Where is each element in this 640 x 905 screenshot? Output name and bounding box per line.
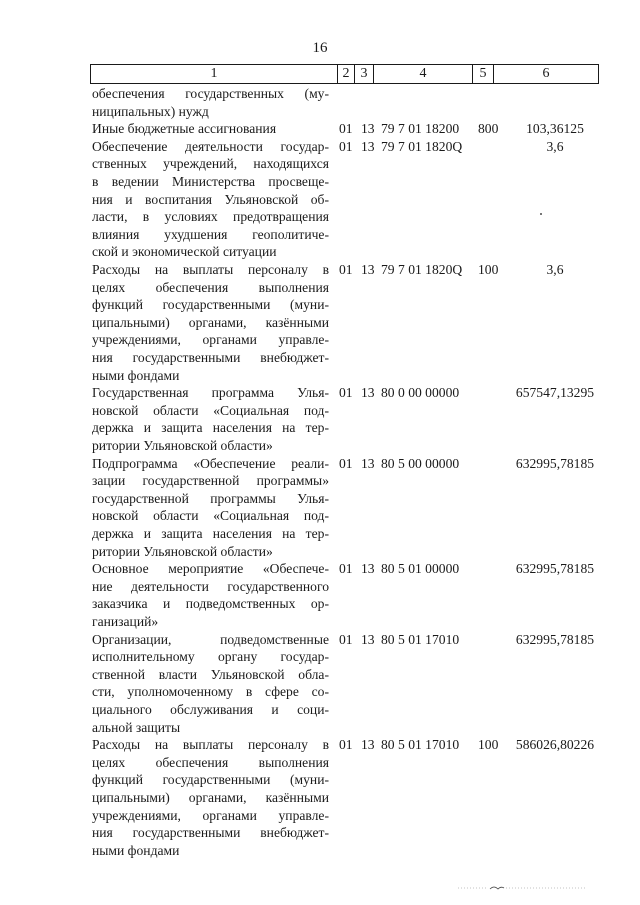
cell-c6: 3,6: [546, 138, 564, 154]
description-line: учреждениями, органами управле-: [92, 332, 329, 348]
cell-c4: 80 5 00 00000: [381, 455, 460, 471]
row-description: [92, 560, 329, 630]
description-line: Организации, подведомственные: [92, 631, 329, 647]
description-line: ственных учреждений, находящихся: [92, 156, 329, 172]
cell-c4: 80 5 01 17010: [381, 631, 460, 647]
cell-c2: 01: [339, 385, 353, 401]
cell-c2: 01: [339, 561, 353, 577]
description-line: Расходы на выплаты персоналу в: [92, 737, 329, 753]
scan-mark: [540, 213, 542, 215]
description-line: функций государственными (муни-: [92, 297, 329, 313]
description-line: обеспечения государственных (му-: [92, 86, 329, 101]
cell-c3: 13: [361, 121, 375, 137]
description-line: в ведении Министерства просвеще-: [92, 173, 329, 189]
description-line: Иные бюджетные ассигнования: [92, 121, 277, 137]
cell-c5: 800: [478, 121, 499, 137]
description-line: ние деятельности государственного: [92, 578, 329, 594]
description-line: Государственная программа Улья-: [92, 385, 329, 401]
row-description: [92, 85, 329, 120]
description-line: ритории Ульяновской области»: [92, 437, 273, 453]
cell-c2: 01: [339, 737, 353, 753]
cell-c3: 13: [361, 737, 375, 753]
description-line: Подпрограмма «Обеспечение реали-: [92, 455, 329, 471]
header-col-1: 1: [91, 65, 338, 84]
description-line: ниципальных) нужд: [92, 103, 209, 119]
description-line: Основное мероприятие «Обеспече-: [92, 561, 329, 577]
description-line: новской области «Социальная под-: [92, 402, 329, 418]
cell-c6: 586026,80226: [515, 737, 595, 753]
description-line: целях обеспечения выполнения: [92, 754, 329, 770]
description-line: ными фондами: [92, 842, 180, 858]
description-line: сти, уполномоченному в сфере со-: [92, 684, 329, 700]
cell-c3: 13: [361, 455, 375, 471]
cell-c6: 657547,13295: [515, 385, 595, 401]
description-line: государственной программы Улья-: [92, 490, 329, 506]
description-line: ципальными) органами, казёнными: [92, 789, 329, 805]
cell-c3: 13: [361, 631, 375, 647]
cell-c2: 01: [339, 631, 353, 647]
description-line: целях обеспечения выполнения: [92, 279, 329, 295]
description-line: держка и защита населения на тер-: [92, 420, 329, 436]
cell-c6: 3,6: [546, 262, 564, 277]
row-description: [92, 138, 329, 261]
description-line: альной защиты: [92, 719, 181, 735]
cell-c5: 100: [478, 737, 499, 753]
row-description: [92, 736, 329, 859]
description-line: исполнительному органу государ-: [92, 649, 329, 665]
description-line: держка и защита населения на тер-: [92, 525, 329, 541]
row-description: [92, 455, 329, 561]
scan-artifact: [458, 884, 588, 890]
cell-c3: 13: [361, 385, 375, 401]
description-line: ритории Ульяновской области»: [92, 543, 273, 559]
cell-c2: 01: [339, 455, 353, 471]
cell-c4: 80 0 00 00000: [381, 385, 460, 401]
row-description: [92, 261, 329, 384]
cell-c4: 79 7 01 1820Q: [381, 138, 463, 154]
cell-c4: 79 7 01 1820Q: [381, 262, 463, 277]
row-description: [92, 631, 329, 737]
description-line: ния и воспитания Ульяновской об-: [92, 191, 329, 207]
description-line: зации государственной программы»: [92, 473, 329, 489]
cell-c4: 80 5 01 00000: [381, 561, 460, 577]
description-line: циального обслуживания и соци-: [92, 701, 329, 717]
cell-c3: 13: [361, 561, 375, 577]
cell-c2: 01: [339, 121, 353, 137]
cell-c4: 79 7 01 18200: [381, 121, 460, 137]
cell-c5: 100: [478, 262, 499, 277]
description-line: функций государственными (муни-: [92, 772, 329, 788]
description-line: Обеспечение деятельности государ-: [92, 138, 329, 154]
cell-c6: 632995,78185: [515, 561, 595, 577]
description-line: ганизаций»: [92, 613, 159, 629]
cell-c3: 13: [361, 262, 375, 277]
description-line: ственной власти Ульяновской обла-: [92, 666, 329, 682]
cell-c3: 13: [361, 138, 375, 154]
description-line: ципальными) органами, казёнными: [92, 314, 329, 330]
header-col-3: 3: [355, 65, 374, 84]
header-col-5: 5: [473, 65, 494, 84]
description-line: заказчика и подведомственных ор-: [92, 596, 329, 612]
cell-c6: 103,36125: [526, 121, 584, 137]
description-line: ными фондами: [92, 367, 180, 383]
description-line: ской и экономической ситуации: [92, 244, 277, 260]
header-col-6: 6: [494, 65, 599, 84]
table-header: [90, 64, 599, 84]
description-line: учреждениями, органами управле-: [92, 807, 329, 823]
cell-c4: 80 5 01 17010: [381, 737, 460, 753]
row-description: [92, 384, 329, 454]
cell-c6: 632995,78185: [515, 455, 595, 471]
header-col-4: 4: [374, 65, 473, 84]
header-col-2: 2: [338, 65, 355, 84]
description-line: влияния ухудшения геополитиче-: [92, 226, 329, 242]
description-line: ния государственными внебюджет-: [92, 825, 329, 841]
cell-c6: 632995,78185: [515, 631, 595, 647]
row-description: [92, 120, 329, 138]
description-line: новской области «Социальная под-: [92, 508, 329, 524]
cell-c2: 01: [339, 138, 353, 154]
description-line: ласти, в условиях предотвращения: [92, 209, 329, 225]
page-number: 16: [312, 40, 328, 56]
description-line: ния государственными внебюджет-: [92, 349, 329, 365]
cell-c2: 01: [339, 262, 353, 277]
description-line: Расходы на выплаты персоналу в: [92, 262, 329, 277]
